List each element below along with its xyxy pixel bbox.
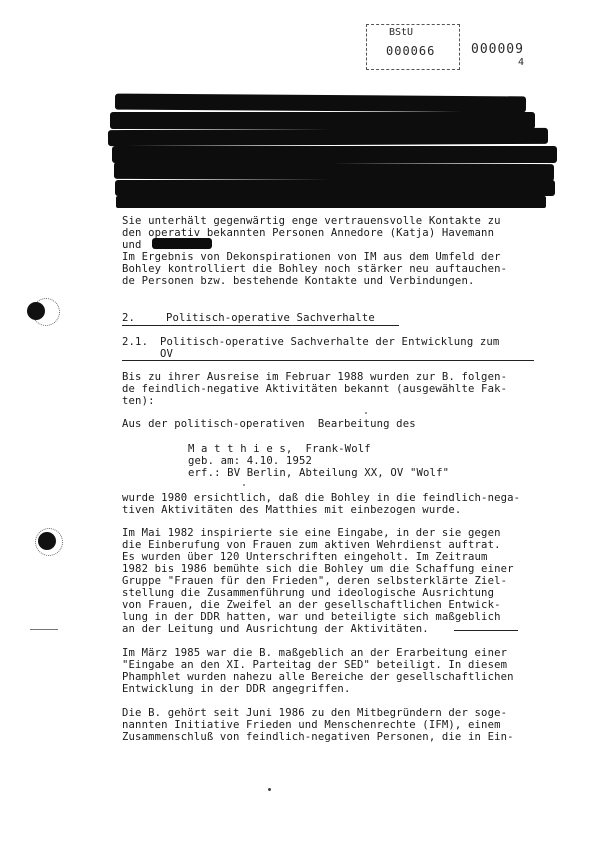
para7-line: Die B. gehört seit Juni 1986 zu den Mitbegründern der soge- [122,707,508,719]
redaction-bar [115,180,555,196]
para5-line: Gruppe "Frauen für den Frieden", deren selbsterklärte Ziel- [122,575,508,587]
para5-line: Es wurden über 120 Unterschriften eingeholt. Im Zeitraum [122,551,488,563]
para4-line: wurde 1980 ersichtlich, daß die Bohley in die feindlich-nega- [122,492,521,504]
section-title: Politisch-operative Sachverhalte [166,312,375,324]
para7-line: Zusammenschluß von feindlich-negativen Personen, die in Ein- [122,731,514,743]
para1-line: de Personen bzw. bestehende Kontakte und Verbindungen. [122,275,475,287]
redaction-bar [114,162,554,181]
section-number: 2. [122,312,136,324]
line-end-dash [454,630,518,631]
para5-line: 1982 bis 1986 bemühte sich die Bohley um die Schaffung einer [122,563,514,575]
para6-line: "Eingabe an den XI. Parteitag der SED" beteiligt. In diesem [122,659,508,671]
redaction-bar [115,94,526,113]
para2-line: ten): [122,395,155,407]
punch-hole [38,532,56,550]
scan-speck [243,484,245,486]
subsection-title-cont: OV [160,348,174,360]
redaction-bar-inline [152,238,212,249]
stamp-number: 000066 [386,44,436,58]
stamp-label: BStU [389,27,414,38]
subsection-title: Politisch-operative Sachverhalte der Entwicklung zum [160,336,500,348]
redaction-bar [112,146,557,163]
scan-speck [365,412,367,414]
punch-hole [27,302,45,320]
subsection-title-underline [122,360,534,361]
para2-line: de feindlich-negative Aktivitäten bekannt (ausgewählte Fak- [122,383,508,395]
para6-line: Entwicklung in der DDR angegriffen. [122,683,351,695]
para5-line: von Frauen, die Zweifel an der gesellschaftlichen Entwick- [122,599,501,611]
para1-line: den operativ bekannten Personen Annedore (Katja) Havemann [122,227,495,239]
subsection-number: 2.1. [122,336,149,348]
para2-line: Bis zu ihrer Ausreise im Februar 1988 wurden zur B. folgen- [122,371,508,383]
para1-line: Sie unterhält gegenwärtig enge vertrauensvolle Kontakte zu [122,215,501,227]
person-birthdate: geb. am: 4.10. 1952 [188,455,313,467]
section-title-underline [122,325,399,326]
para6-line: Im März 1985 war die B. maßgeblich an der Erarbeitung einer [122,647,508,659]
redaction-bar [108,128,548,146]
person-record: erf.: BV Berlin, Abteilung XX, OV "Wolf" [188,467,450,479]
para3-line: Aus der politisch-operativen Bearbeitung des [122,418,416,430]
para7-line: nannten Initiative Frieden und Menschenrechte (IFM), einem [122,719,501,731]
page-number: 4 [518,57,525,68]
para5-line: die Einberufung von Frauen zum aktiven Wehrdienst auftrat. [122,539,501,551]
margin-mark [30,629,58,630]
redaction-bar [116,196,546,208]
scan-speck [268,788,271,791]
para1-line: Bohley kontrolliert die Bohley noch stärker neu auftauchen- [122,263,508,275]
para4-line: tiven Aktivitäten des Matthies mit einbezogen wurde. [122,504,462,516]
para5-line: an der Leitung und Ausrichtung der Aktivitäten. [122,623,429,635]
stamp-right-number: 000009 [471,42,524,57]
para6-line: Phamphlet wurden nahezu alle Bereiche der gesellschaftlichen [122,671,514,683]
para5-line: lung in der DDR hatten, war und beteiligte sich maßgeblich [122,611,501,623]
para5-line: Im Mai 1982 inspirierte sie eine Eingabe, in der sie gegen [122,527,501,539]
para1-line: Im Ergebnis von Dekonspirationen von IM aus dem Umfeld der [122,251,501,263]
para1-line: und [122,239,142,251]
redaction-bar [110,112,535,129]
para5-line: stellung die Zusammenführung und ideologische Ausrichtung [122,587,495,599]
person-name: M a t t h i e s, Frank-Wolf [188,443,371,455]
